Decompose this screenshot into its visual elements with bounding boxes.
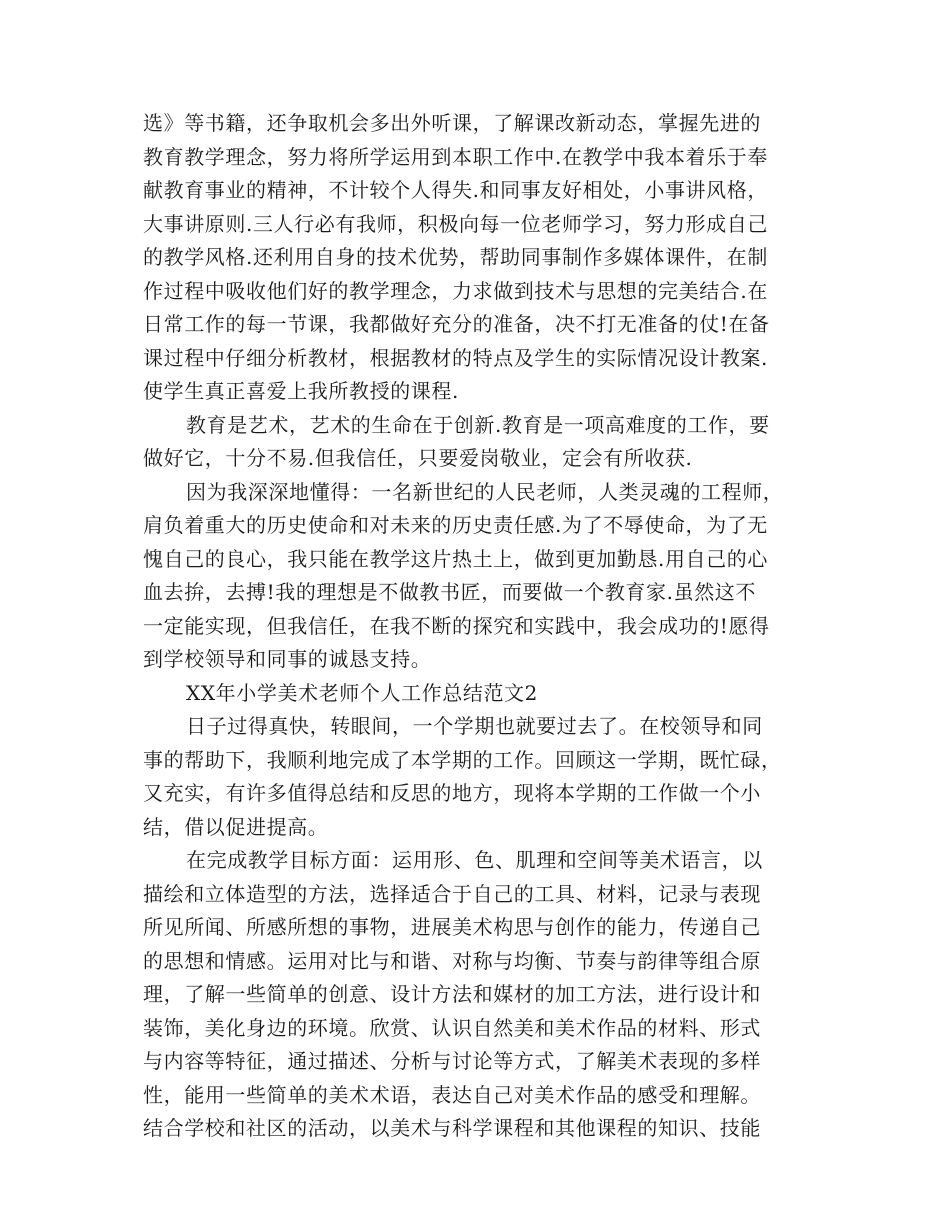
text-line: 因为我深深地懂得：一名新世纪的人民老师，人类灵魂的工程师， [186,479,784,504]
text-line: 到学校领导和同事的诚恳支持。 [143,647,432,671]
text-line: 一定能实现，但我信任，在我不断的探究和实践中，我会成功的!愿得 [143,613,770,638]
text-line: 事的帮助下，我顺利地完成了本学期的工作。回顾这一学期，既忙碌， [143,747,782,772]
text-line: 教育是艺术，艺术的生命在于创新.教育是一项高难度的工作，要 [186,412,770,437]
text-line: 课过程中仔细分析教材，根据教材的特点及学生的实际情况设计教案. [143,345,768,370]
text-line: 的思想和情感。运用对比与和谐、对称与均衡、节奏与韵律等组合原 [143,948,761,973]
text-line: 血去拚，去搏!我的理想是不做教书匠，而要做一个教育家.虽然这不 [143,580,756,604]
text-line: 日子过得真快，转眼间，一个学期也就要过去了。在校领导和同 [186,714,763,738]
text-line: 又充实，有许多值得总结和反思的地方，现将本学期的工作做一个小 [143,781,761,805]
text-line: 结，借以促进提高。 [143,814,329,839]
text-line: 选》等书籍，还争取机会多出外听课，了解课改新动态，掌握先进的 [143,111,761,135]
text-line: XX年小学美术老师个人工作总结范文2 [186,680,539,705]
text-line: 使学生真正喜爱上我所教授的课程. [143,379,459,403]
text-line: 献教育事业的精神，不计较个人得失.和同事友好相处，小事讲风格， [143,178,768,202]
text-line: 装饰，美化身边的环境。欣赏、认识自然美和美术作品的材料、形式 [143,1015,761,1040]
text-line: 日常工作的每一节课，我都做好充分的准备，决不打无准备的仗!在备 [143,312,770,336]
text-line: 大事讲原则.三人行必有我师，积极向每一位老师学习，努力形成自己 [143,211,768,236]
text-line: 的教学风格.还利用自身的技术优势，帮助同事制作多媒体课件，在制 [143,245,768,269]
text-line: 性，能用一些简单的美术术语，表达自己对美术作品的感受和理解。 [143,1082,761,1107]
text-line: 教育教学理念，努力将所学运用到本职工作中.在教学中我本着乐于奉 [143,144,768,169]
text-line: 结合学校和社区的活动，以美术与科学课程和其他课程的知识、技能 [143,1116,761,1140]
text-line: 所见所闻、所感所想的事物，进展美术构思与创作的能力，传递自己 [143,915,761,939]
text-line: 做好它，十分不易.但我信任，只要爱岗敬业，定会有所收获. [143,446,693,470]
text-line: 作过程中吸收他们好的教学理念，力求做到技术与思想的完美结合.在 [143,278,768,303]
text-line: 肩负着重大的历史使命和对未来的历史责任感.为了不辱使命，为了无 [143,513,768,537]
text-line: 愧自己的良心，我只能在教学这片热土上，做到更加勤恳.用自己的心 [143,546,768,571]
text-line: 与内容等特征，通过描述、分析与讨论等方式，了解美术表现的多样 [143,1049,761,1073]
text-line: 理，了解一些简单的创意、设计方法和媒材的加工方法，进行设计和 [143,982,761,1006]
document-body [143,107,808,1146]
text-line: 在完成教学目标方面：运用形、色、肌理和空间等美术语言，以 [186,848,763,872]
text-line: 描绘和立体造型的方法，选择适合于自己的工具、材料，记录与表现 [143,881,761,906]
